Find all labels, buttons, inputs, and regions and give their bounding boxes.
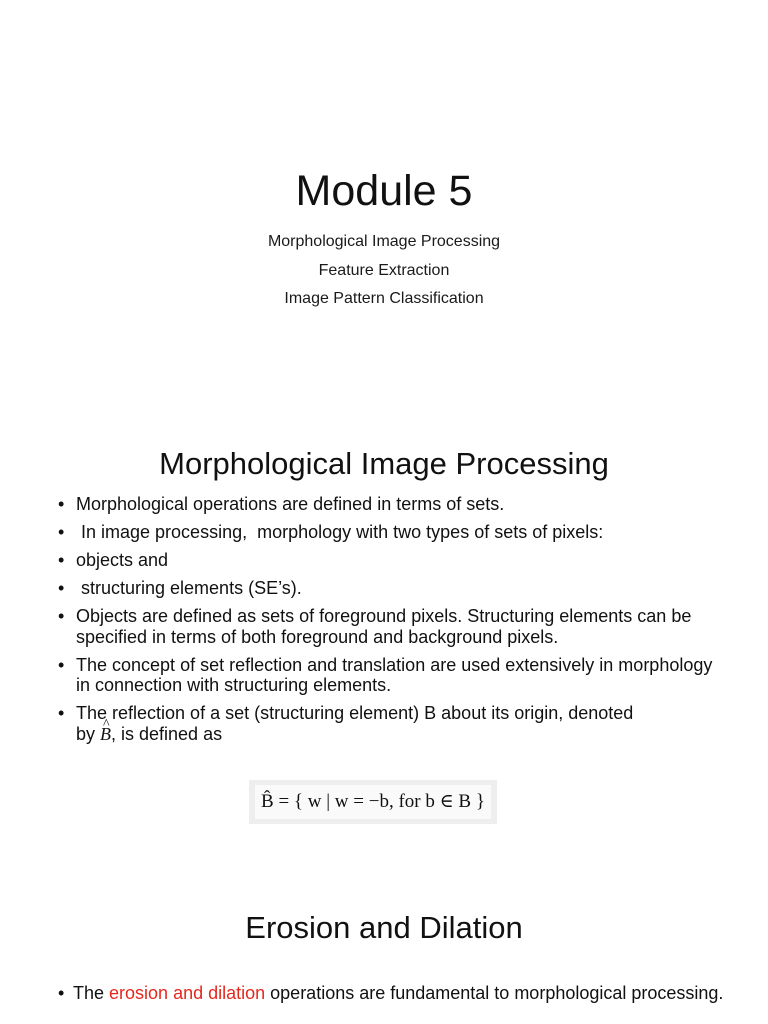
bullet-item [58,606,718,647]
module-title: Module 5 [295,167,473,215]
slide-title: Erosion and Dilation [245,910,523,945]
bullet-item [58,522,718,543]
bullet-item [58,494,718,515]
bullet-text: by [76,723,101,744]
bullet-text: The [73,983,110,1003]
bullet-text: Morphological operations are defined in terms of sets. [76,494,505,514]
bullet-marker: • [58,550,65,570]
reflection-symbol: ^ B [100,724,111,745]
bullet-marker: • [58,983,65,1003]
bullet-text: objects and [76,550,169,570]
bullet-text: The reflection of a set (structuring element) B about its origin, denoted [76,703,634,723]
bullet-marker: • [58,578,65,598]
bullet-marker: • [58,606,65,626]
bullet-marker: • [58,522,65,542]
bullet-marker: • [58,654,65,675]
bullet-list [58,494,718,752]
highlighted-term: erosion and dilation [109,983,266,1003]
bullet-text: The concept of set reflection and translation are used extensively in morphology in connection with structuring elements. [76,654,713,695]
bullet-marker: • [58,494,65,514]
bullet-item [58,703,718,744]
module-topics [0,228,768,314]
topic-item: Feature Extraction [318,261,450,279]
bullet-marker: • [58,703,65,723]
bullet-text: structuring elements (SE’s). [76,578,302,598]
bullet-text: , is defined as [111,723,223,744]
bullet-text: In image processing, morphology with two types of sets of pixels: [76,522,604,542]
bullet-item [58,655,718,696]
bullet-item [58,578,718,599]
bullet-item [58,550,718,571]
slide-title: Morphological Image Processing [159,446,609,481]
bullet-text: Objects are defined as sets of foreground pixels. Structuring elements can be specified in terms of both foreground and background pixels. [76,606,692,647]
bullet-text: operations are fundamental to morphological processing. [265,983,724,1003]
topic-item: Image Pattern Classification [284,290,484,307]
formula-text: B̂ = { w | w = −b, for b ∈ B } [255,785,491,819]
reflection-formula-image [249,780,497,824]
topic-item: Morphological Image Processing [267,233,501,250]
bullet-item [58,982,733,1005]
